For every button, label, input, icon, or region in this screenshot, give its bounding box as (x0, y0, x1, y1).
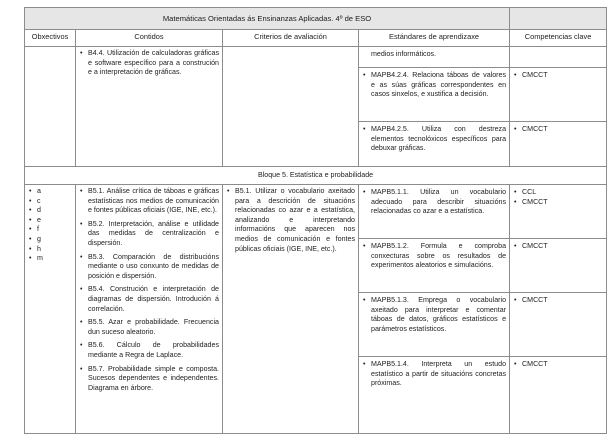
content-item: • B5.4. Construción e interpretación de diagramas de dispersión. Introdución á correlación. (79, 285, 219, 314)
competence-group (510, 68, 606, 122)
competence-group (510, 293, 606, 357)
criteria-cell (223, 185, 359, 434)
table-title: Matemáticas Orientadas ás Ensinanzas Aplicadas. 4º de ESO (25, 8, 510, 30)
standard-item: • MAPB4.2.5. Utiliza con destreza elementos tecnolóxicos específicos para debuxar gráficas. (359, 122, 509, 164)
objectives-cell (25, 47, 76, 167)
competence-empty (510, 47, 606, 68)
competence-item: • CCL (513, 188, 603, 198)
header-row (25, 30, 607, 47)
block-title: Bloque 5. Estatística e probabilidade (25, 167, 607, 185)
content-item: • B5.3. Comparación de distribucións mediante o uso conxunto de medidas de posición e dispersión. (79, 253, 219, 282)
standards-cell (359, 185, 510, 434)
competence-item: • CMCCT (513, 125, 603, 135)
header-competences: Competencias clave (510, 30, 607, 47)
competence-item: • CMCCT (513, 360, 603, 370)
standard-item: • MAPB5.1.4. Interpreta un estudo estatístico a partir de situacións concretas próximas. (359, 357, 509, 412)
standard-item: • MAPB4.2.4. Relaciona táboas de valores e as súas gráficas correspondentes en casos sinxelos, e xustifica a decisión. (359, 68, 509, 122)
content-item: • B5.5. Azar e probabilidade. Frecuencia dun suceso aleatorio. (79, 318, 219, 337)
header-standards: Estándares de aprendizaxe (359, 30, 510, 47)
objectives-cell (25, 185, 76, 434)
header-criteria: Criterios de avaliación (223, 30, 359, 47)
standards-cell (359, 47, 510, 167)
competence-item: • CMCCT (513, 198, 603, 208)
content-item: • B5.7. Probabilidade simple e composta. Sucesos dependentes e independentes. Diagrama en árbore. (79, 365, 219, 394)
content-item: • B5.6. Cálculo de probabilidades mediante a Regra de Laplace. (79, 341, 219, 360)
standard-item: • MAPB5.1.2. Formula e comproba conxecturas sobre os resultados de experimentos aleatorios e simulacións. (359, 239, 509, 293)
criterion-item: • B5.1. Utilizar o vocabulario axeitado para a descrición de situacións relacionadas co azar e a estatística, analizando e interpretando informacións que aparecen nos medios de comunicación e fontes públicas oficiais (IGE, INE, etc.). (226, 187, 355, 254)
table-row (25, 47, 607, 167)
objective-item: • c (28, 197, 72, 207)
objective-item: • h (28, 245, 72, 255)
objective-item: • a (28, 187, 72, 197)
objective-item: • f (28, 225, 72, 235)
competence-group (510, 239, 606, 293)
competence-group (510, 357, 606, 412)
competences-cell (510, 185, 607, 434)
competences-cell (510, 47, 607, 167)
content-item: • B4.4. Utilización de calculadoras gráficas e software específico para a construción e a interpretación de gráficas. (79, 49, 219, 78)
contents-cell (76, 185, 223, 434)
criteria-cell (223, 47, 359, 167)
standard-item: • MAPB5.1.3. Emprega o vocabulario axeitado para interpretar e comentar táboas de datos, gráficos estatísticos e parámetros estatísticos. (359, 293, 509, 357)
competence-item: • CMCCT (513, 71, 603, 81)
objective-item: • e (28, 216, 72, 226)
title-row (25, 8, 607, 30)
objective-item: • g (28, 235, 72, 245)
objective-item: • d (28, 206, 72, 216)
competence-group (510, 185, 606, 239)
content-item: • B5.1. Análise crítica de táboas e gráficas estatísticas nos medios de comunicación e fontes públicas oficiais (IGE, INE, etc.). (79, 187, 219, 216)
objective-item: • m (28, 254, 72, 264)
title-empty-cell (510, 8, 607, 30)
table-row (25, 185, 607, 434)
header-objectives: Obxectivos (25, 30, 76, 47)
competence-item: • CMCCT (513, 242, 603, 252)
header-contents: Contidos (76, 30, 223, 47)
competence-item: • CMCCT (513, 296, 603, 306)
competence-group (510, 122, 606, 164)
standard-item: medios informáticos. (359, 47, 509, 68)
contents-cell (76, 47, 223, 167)
curriculum-table (24, 7, 607, 434)
content-item: • B5.2. Interpretación, análise e utilidade das medidas de centralización e dispersión. (79, 220, 219, 249)
block-row (25, 167, 607, 185)
standard-item: • MAPB5.1.1. Utiliza un vocabulario adecuado para describir situacións relacionadas co azar e a estatística. (359, 185, 509, 239)
